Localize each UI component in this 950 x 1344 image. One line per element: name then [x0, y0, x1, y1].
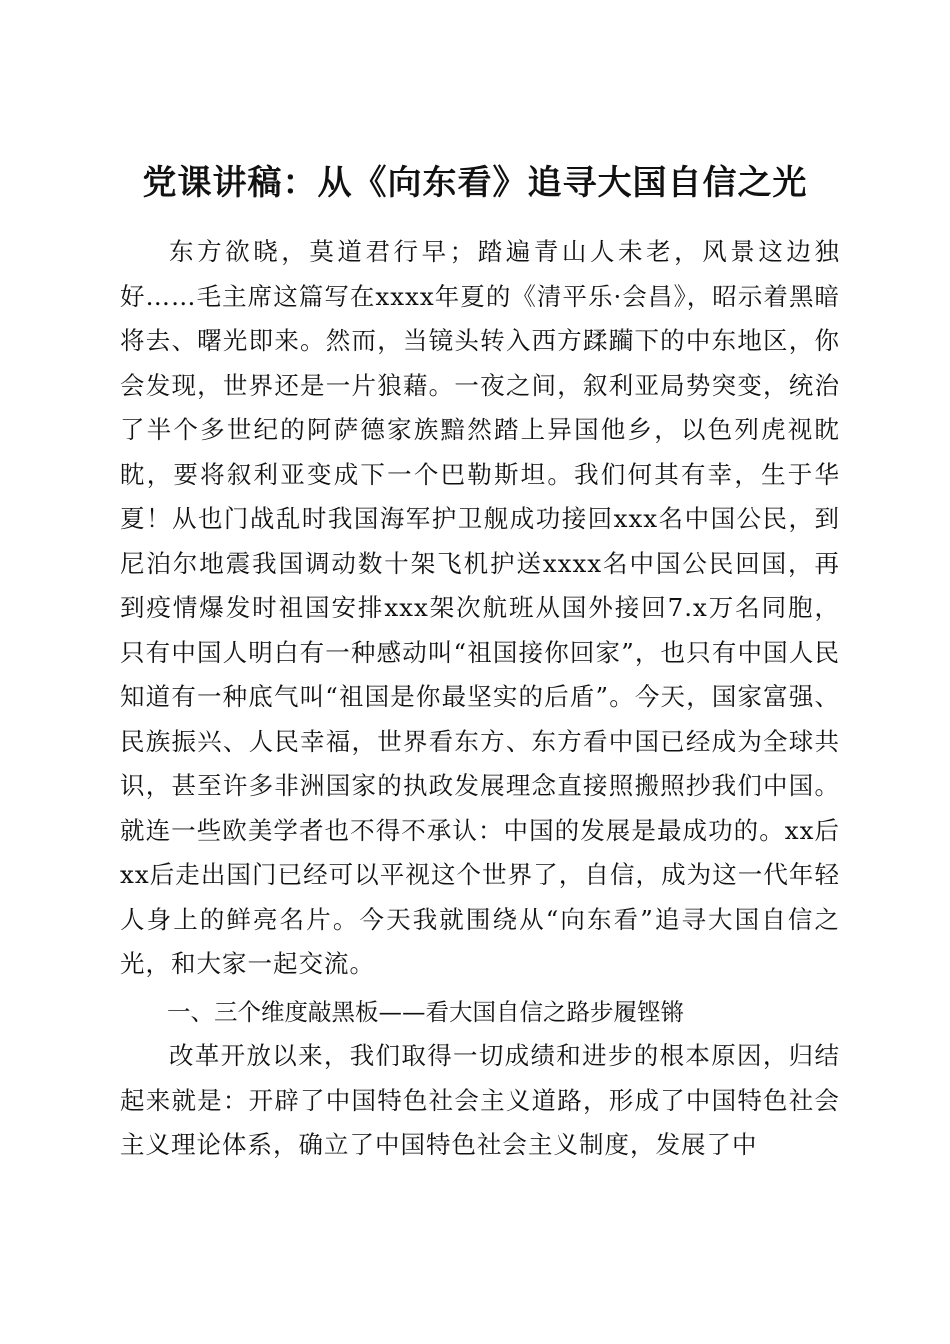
body-paragraph-intro: 东方欲晓，莫道君行早；踏遍青山人未老，风景这边独好……毛主席这篇写在xxxx年夏的《清平乐·会昌》，昭示着黑暗将去、曙光即来。然而，当镜头转入西方蹂躏下的中东地区，你会发现，世界还是一片狼藉。一夜之间，叙利亚局势突变，统治了半个多世纪的阿萨德家族黯然踏上异国他乡，以色列虎视眈眈，要将叙利亚变成下一个巴勒斯坦。我们何其有幸，生于华夏！从也门战乱时我国海军护卫舰成功接回xxx名中国公民，到尼泊尔地震我国调动数十架飞机护送xxxx名中国公民回国，再到疫情爆发时祖国安排xxx架次航班从国外接回7.x万名同胞，只有中国人明白有一种感动叫“祖国接你回家”，也只有中国人民知道有一种底气叫“祖国是你最坚实的后盾”。今天，国家富强、民族振兴、人民幸福，世界看东方、东方看中国已经成为全球共识，甚至许多非洲国家的执政发展理念直接照搬照抄我们中国。就连一些欧美学者也不得不承认：中国的发展是最成功的。xx后xx后走出国门已经可以平视这个世界了，自信，成为这一代年轻人身上的鲜亮名片。今天我就围绕从“向东看”追寻大国自信之光，和大家一起交流。 [120, 237, 840, 978]
page-title: 党课讲稿：从《向东看》追寻大国自信之光 [142, 162, 808, 203]
section-heading-1: 一、三个维度敲黑板——看大国自信之路步履铿锵 [167, 998, 684, 1026]
body-paragraph-reform: 改革开放以来，我们取得一切成绩和进步的根本原因，归结起来就是：开辟了中国特色社会主义道路，形成了中国特色社会主义理论体系，确立了中国特色社会主义制度，发展了中 [120, 1041, 840, 1159]
